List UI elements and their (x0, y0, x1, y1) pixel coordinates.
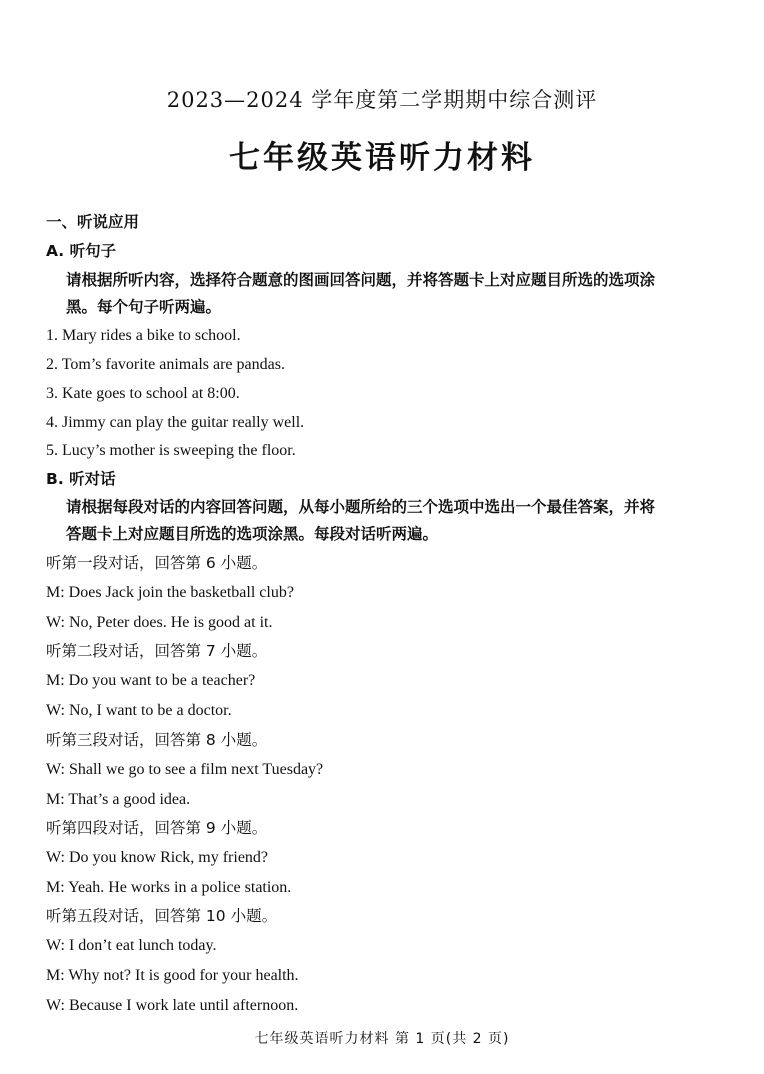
dialogue-1-line-2: W: No, Peter does. He is good at it. (46, 614, 273, 631)
part-a-instruction-line-1: 请根据所听内容，选择符合题意的图画回答问题，并将答题卡上对应题目所选的选项涂 (66, 271, 656, 289)
dialogue-1-intro: 听第一段对话，回答第 6 小题。 (46, 554, 268, 572)
sentence-5: 5. Lucy’s mother is sweeping the floor. (46, 442, 296, 459)
dialogue-1-line-1: M: Does Jack join the basketball club? (46, 584, 294, 601)
sentence-3: 3. Kate goes to school at 8:00. (46, 385, 240, 402)
dialogue-2-line-1: M: Do you want to be a teacher? (46, 672, 256, 689)
page-title: 七年级英语听力材料 (229, 140, 535, 176)
page-footer: 七年级英语听力材料 第 1 页(共 2 页) (254, 1031, 510, 1047)
dialogue-4-intro: 听第四段对话，回答第 9 小题。 (46, 819, 268, 837)
sentence-4: 4. Jimmy can play the guitar really well. (46, 414, 305, 431)
dialogue-3-intro: 听第三段对话，回答第 8 小题。 (46, 731, 268, 749)
part-a-heading: A. 听句子 (46, 242, 117, 260)
part-b-instruction-line-1: 请根据每段对话的内容回答问题，从每小题所给的三个选项中选出一个最佳答案，并将 (66, 498, 656, 516)
dialogue-3-line-2: M: That’s a good idea. (46, 791, 191, 808)
part-a-instruction-line-2: 黑。每个句子听两遍。 (66, 298, 222, 316)
sentence-1: 1. Mary rides a bike to school. (46, 327, 241, 344)
dialogue-2-line-2: W: No, I want to be a doctor. (46, 702, 232, 719)
dialogue-5-line-1: W: I don’t eat lunch today. (46, 937, 217, 954)
dialogue-5-intro: 听第五段对话，回答第 10 小题。 (46, 907, 278, 925)
sentence-2: 2. Tom’s favorite animals are pandas. (46, 356, 285, 373)
dialogue-2-intro: 听第二段对话，回答第 7 小题。 (46, 642, 268, 660)
dialogue-4-line-2: M: Yeah. He works in a police station. (46, 879, 292, 896)
exam-subtitle: 2023—2024 学年度第二学期期中综合测评 (166, 88, 598, 112)
part-b-instruction-line-2: 答题卡上对应题目所选的选项涂黑。每段对话听两遍。 (66, 525, 439, 543)
dialogue-5-line-2: M: Why not? It is good for your health. (46, 967, 299, 984)
dialogue-5-line-3: W: Because I work late until afternoon. (46, 997, 299, 1014)
dialogue-4-line-1: W: Do you know Rick, my friend? (46, 849, 269, 866)
dialogue-3-line-1: W: Shall we go to see a film next Tuesday? (46, 761, 324, 778)
part-b-heading: B. 听对话 (46, 470, 116, 488)
section-heading: 一、听说应用 (46, 213, 140, 231)
